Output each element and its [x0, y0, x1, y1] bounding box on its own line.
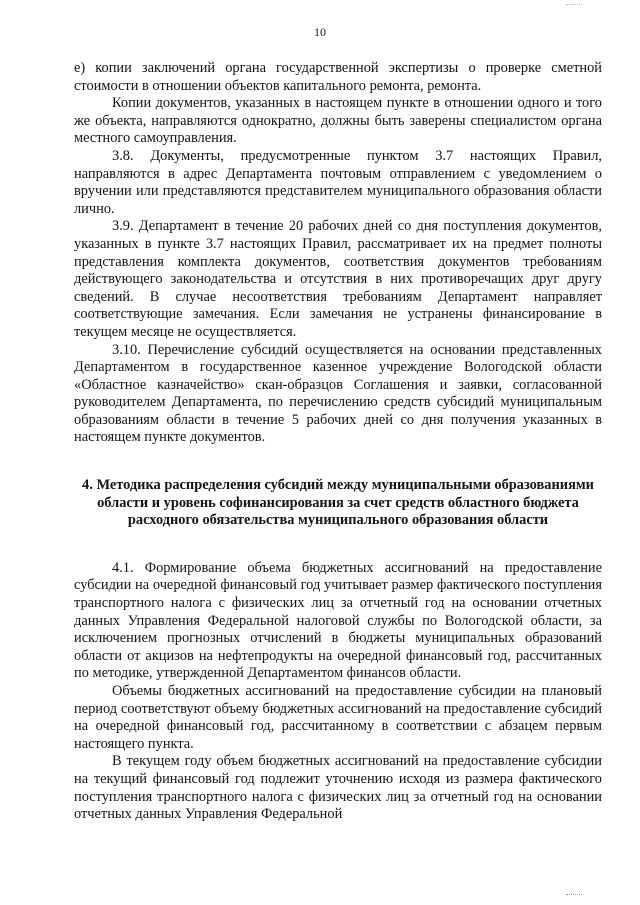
paragraph: В текущем году объем бюджетных ассигнований на предоставление субсидии на текущий финансовый год подлежит уточнению исходя из размера фактического поступления транспортного налога с физических лиц за отчетный год на основании отчетных данных Управления Федеральной: [74, 753, 602, 823]
scan-mark-top: [566, 4, 582, 7]
paragraph: е) копии заключений органа государственной экспертизы о проверке сметной стоимости в отношении объектов капитального ремонта, ремонта.: [74, 60, 602, 94]
paragraph-3-10: 3.10. Перечисление субсидий осуществляется на основании представленных Департаментом в государственное казенное учреждение Вологодской области «Областное казначейство» скан-образцов Соглашения и заявки, согласованной руководителем Департамента, по перечислению средств субсидий муниципальным образованиям области в течение 5 рабочих дней со дня получения указанных в настоящем пункте документов.: [74, 341, 602, 446]
paragraph-3-8: 3.8. Документы, предусмотренные пунктом 3.7 настоящих Правил, направляются в адрес Департамента почтовым отправлением с уведомлением о вручении или представляются представителем муниципального образования области лично.: [74, 147, 602, 217]
paragraph-4-1: 4.1. Формирование объема бюджетных ассигнований на предоставление субсидии на очередной финансовый год учитывает размер фактического поступления транспортного налога с физических лиц за отчетный год на основании отчетных данных Управления Федеральной налоговой службы по Вологодской области, за исключением прогнозных отчислений в бюджеты муниципальных образований области от акцизов на нефтепродукты на очередной финансовый год, рассчитанных по методике, утвержденной Департаментом финансов области.: [74, 559, 602, 682]
page-number: 10: [314, 25, 326, 39]
section-heading: 4. Методика распределения субсидий между муниципальными образованиями области и уровень софинансирования за счет средств областного бюджета расходного обязательства муниципального образования области: [82, 477, 594, 529]
scan-mark-bottom: [566, 894, 582, 897]
paragraph-3-9: 3.9. Департамент в течение 20 рабочих дней со дня поступления документов, указанных в пункте 3.7 настоящих Правил, рассматривает их на предмет полноты представления комплекта документов, соответствия документов требованиям действующего законодательства и отсутствия в них противоречащих друг другу сведений. В случае несоответствия требованиям Департамент направляет соответствующие замечания. Если замечания не устранены финансирование в текущем месяце не осуществляется.: [74, 218, 602, 340]
document-body: [74, 60, 602, 824]
paragraph: Объемы бюджетных ассигнований на предоставление субсидии на плановый период соответствуют объему бюджетных ассигнований на предоставление субсидий на очередной финансовый год, рассчитанному в соответствии с абзацем первым настоящего пункта.: [74, 683, 602, 752]
paragraph: Копии документов, указанных в настоящем пункте в отношении одного и того же объекта, направляются однократно, должны быть заверены специалистом органа местного самоуправления.: [74, 95, 602, 147]
